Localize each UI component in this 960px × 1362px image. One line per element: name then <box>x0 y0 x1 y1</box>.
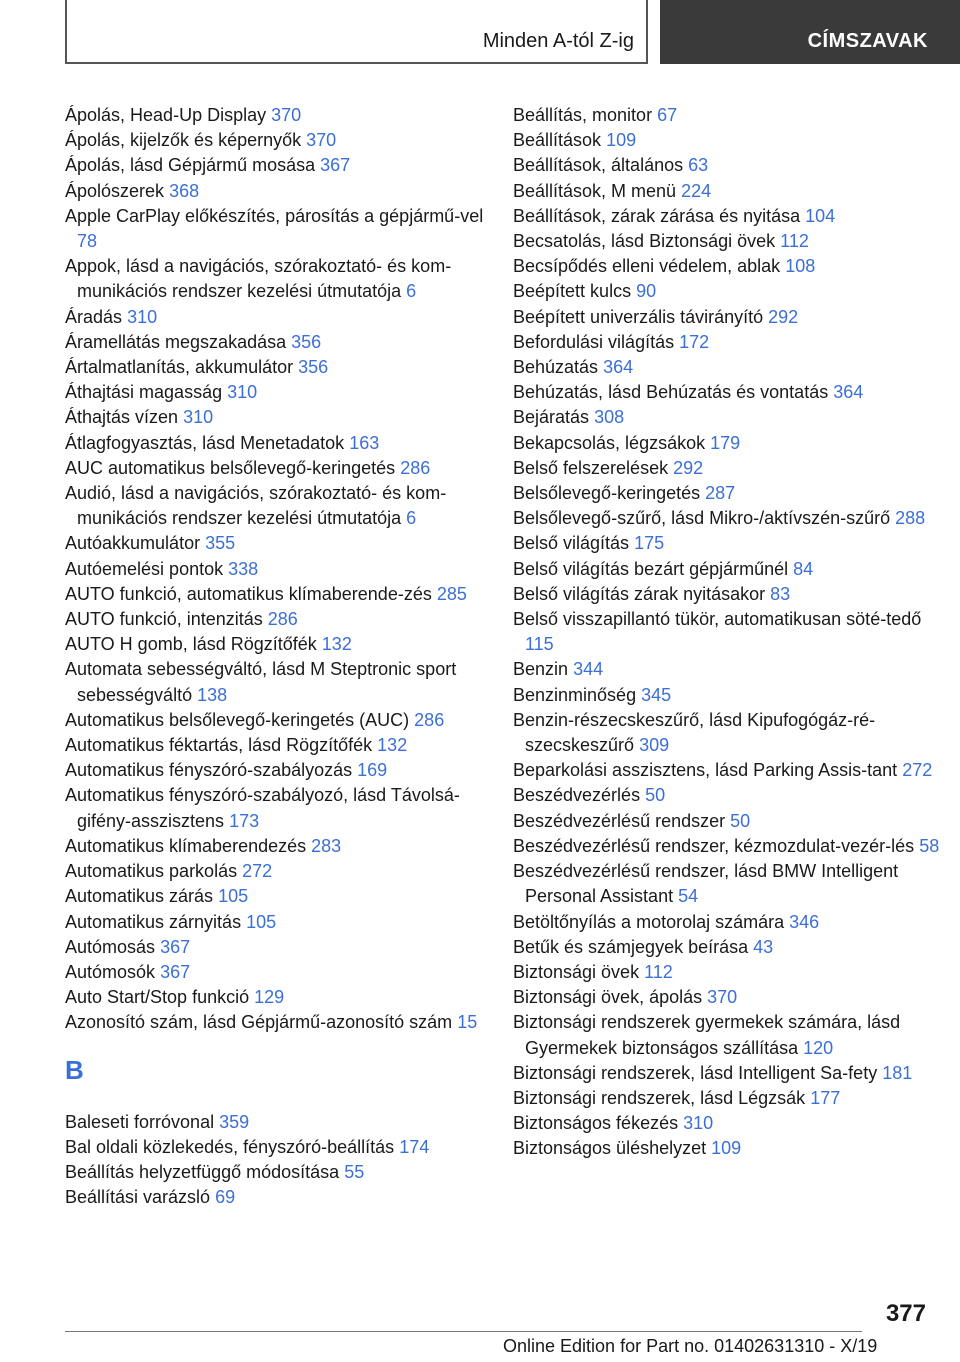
index-entry <box>65 204 505 254</box>
entry-page-link[interactable]: 112 <box>644 961 673 982</box>
entry-page-link[interactable]: 345 <box>641 684 672 705</box>
entry-page-link[interactable]: 174 <box>399 1136 430 1157</box>
entry-page-link[interactable]: 50 <box>730 810 751 831</box>
entry-text: AUTO funkció, automatikus klímaberende-zés <box>65 583 432 604</box>
index-entry <box>65 431 505 456</box>
entry-page-link[interactable]: 112 <box>780 231 809 252</box>
entry-text: Biztonsági rendszerek, lásd Intelligent Sa-fety <box>513 1062 878 1083</box>
footer-text: Online Edition for Part no. 01402631310 - X/19 <box>503 1336 878 1356</box>
entry-page-link[interactable]: 132 <box>321 634 352 655</box>
entry-text: Beállítás, monitor <box>513 105 653 125</box>
entry-text: Autómosás <box>65 936 156 957</box>
entry-text: Beépített univerzális távirányító <box>513 306 764 327</box>
entry-text: Bal oldali közlekedés, fényszóró-beállítás <box>65 1136 395 1157</box>
entry-text: Belső világítás bezárt gépjárműnél <box>513 558 789 579</box>
entry-page-link[interactable]: 364 <box>833 382 864 403</box>
entry-page-link[interactable]: 310 <box>183 407 214 428</box>
entry-text: Beszédvezérlésű rendszer, lásd BMW Intelligent Personal Assistant <box>513 861 899 907</box>
index-entry <box>513 179 953 204</box>
entry-page-link[interactable]: 43 <box>753 936 774 957</box>
entry-text: Automata sebességváltó, lásd M Steptronic sport sebességváltó <box>65 659 457 705</box>
entry-text: Automatikus fényszóró-szabályozás <box>65 760 353 781</box>
index-entry <box>65 380 505 405</box>
index-entry <box>513 758 953 783</box>
entry-page-link[interactable]: 309 <box>639 735 670 756</box>
header-title: Minden A-tól Z-ig <box>482 30 634 52</box>
entry-text: Beállítási varázsló <box>65 1187 211 1208</box>
entry-page-link[interactable]: 286 <box>414 709 445 730</box>
index-entry <box>65 179 505 204</box>
entry-text: AUC automatikus belsőlevegő-keringetés <box>65 457 396 478</box>
index-entry <box>513 683 953 708</box>
entry-page-link[interactable]: 173 <box>229 810 260 831</box>
index-entry <box>513 103 953 128</box>
index-entry <box>65 834 505 859</box>
index-entry <box>513 1061 953 1086</box>
index-entry <box>65 935 505 960</box>
index-entry <box>65 783 505 833</box>
entry-page-link[interactable]: 288 <box>895 508 926 529</box>
entry-text: Beállítások, általános <box>513 155 684 176</box>
entry-text: Beszédvezérlésű rendszer, kézmozdulat-vezér-lés <box>513 835 915 856</box>
entry-page-link[interactable]: 109 <box>606 130 637 151</box>
entry-text: AUTO funkció, intenzitás <box>65 609 263 630</box>
entry-text: Benzin-részecskeszűrő, lásd Kipufogógáz-ré-szecskeszűrő <box>513 709 876 756</box>
index-entry <box>513 1010 953 1060</box>
entry-page-link[interactable]: 370 <box>707 987 738 1008</box>
entry-page-link[interactable]: 370 <box>271 105 302 125</box>
entry-page-link[interactable]: 292 <box>768 306 799 327</box>
index-entry <box>513 859 953 909</box>
entry-page-link[interactable]: 272 <box>902 760 933 781</box>
entry-page-link[interactable]: 287 <box>705 483 736 504</box>
entry-page-link[interactable]: 54 <box>678 886 699 907</box>
entry-text: Betűk és számjegyek beírása <box>513 936 749 957</box>
entry-page-link[interactable]: 359 <box>219 1111 250 1132</box>
entry-page-link[interactable]: 67 <box>657 105 678 125</box>
entry-page-link[interactable]: 132 <box>377 735 408 756</box>
entry-page-link[interactable]: 224 <box>681 180 712 201</box>
index-entry <box>513 254 953 279</box>
entry-text: Betöltőnyílás a motorolaj számára <box>513 911 785 932</box>
entry-text: Áradás <box>65 306 123 327</box>
entry-page-link[interactable]: 310 <box>227 382 258 403</box>
index-entry <box>65 456 505 481</box>
entry-text: Biztonsági rendszerek, lásd Légzsák <box>513 1087 806 1108</box>
index-entry <box>513 1111 953 1136</box>
entry-text: Átlagfogyasztás, lásd Menetadatok <box>65 432 345 453</box>
entry-text: Biztonsági övek <box>513 961 640 982</box>
entry-page-link[interactable]: 6 <box>406 508 417 529</box>
page-number: 377 <box>885 1300 926 1327</box>
index-entry <box>513 607 953 657</box>
entry-page-link[interactable]: 310 <box>683 1113 714 1134</box>
index-entry <box>513 355 953 380</box>
index-entry <box>65 481 505 531</box>
entry-page-link[interactable]: 344 <box>573 659 604 680</box>
entry-page-link[interactable]: 308 <box>594 407 625 428</box>
section-gap <box>65 1098 505 1110</box>
entry-page-link[interactable]: 283 <box>311 835 342 856</box>
entry-text: Beszédvezérlés <box>513 785 641 806</box>
entry-text: Ápolás, Head-Up Display <box>65 105 267 125</box>
entry-page-link[interactable]: 163 <box>349 432 380 453</box>
index-entry <box>65 582 505 607</box>
index-entry <box>65 1185 505 1210</box>
index-entry <box>513 204 953 229</box>
entry-page-link[interactable]: 355 <box>205 533 236 554</box>
entry-text: Automatikus belsőlevegő-keringetés (AUC) <box>65 709 410 730</box>
index-entry <box>65 1160 505 1185</box>
entry-text: Belső világítás zárak nyitásakor <box>513 583 766 604</box>
entry-page-link[interactable]: 346 <box>789 911 820 932</box>
index-entry <box>65 531 505 556</box>
entry-text: AUTO H gomb, lásd Rögzítőfék <box>65 634 317 655</box>
entry-text: Automatikus parkolás <box>65 861 238 882</box>
footer-divider <box>65 1331 862 1332</box>
header-tab-label: CÍMSZAVAK <box>807 30 928 52</box>
header-box <box>65 0 648 64</box>
entry-text: Ártalmatlanítás, akkumulátor <box>65 357 294 378</box>
entry-text: Beállítások, M menü <box>513 180 677 201</box>
index-entry <box>513 1136 953 1161</box>
index-entry <box>513 330 953 355</box>
entry-text: Ápolás, kijelzők és képernyők <box>65 130 302 151</box>
entry-text: Áthajtás vízen <box>65 407 179 428</box>
entry-page-link[interactable]: 50 <box>645 785 666 806</box>
index-entry <box>65 607 505 632</box>
entry-text: Beszédvezérlésű rendszer <box>513 810 726 831</box>
entry-text: Apple CarPlay előkészítés, párosítás a gépjármű-vel <box>65 205 484 226</box>
entry-text: Belső felszerelések <box>513 457 669 478</box>
entry-page-link[interactable]: 108 <box>785 256 816 277</box>
entry-text: Automatikus klímaberendezés <box>65 835 307 856</box>
entry-text: Automatikus féktartás, lásd Rögzítőfék <box>65 735 373 756</box>
entry-text: Biztonságos fékezés <box>513 1113 679 1134</box>
entry-text: Baleseti forróvonal <box>65 1111 215 1132</box>
entry-text: Bejáratás <box>513 407 590 428</box>
entry-text: Behúzatás, lásd Behúzatás és vontatás <box>513 382 829 403</box>
entry-text: Beépített kulcs <box>513 281 632 302</box>
entry-page-link[interactable]: 367 <box>320 155 351 176</box>
index-entry <box>65 632 505 657</box>
entry-page-link[interactable]: 356 <box>298 357 329 378</box>
entry-text: Autómosók <box>65 961 156 982</box>
entry-text: Biztonsági övek, ápolás <box>513 987 703 1008</box>
entry-text: Automatikus zárás <box>65 886 214 907</box>
entry-page-link[interactable]: 78 <box>77 231 98 252</box>
entry-page-link[interactable]: 272 <box>242 861 273 882</box>
entry-text: Beparkolási asszisztens, lásd Parking Assis-tant <box>513 760 898 781</box>
index-column-left <box>65 103 505 1210</box>
index-entry <box>513 582 953 607</box>
entry-page-link[interactable]: 90 <box>636 281 657 302</box>
entry-page-link[interactable]: 292 <box>673 457 704 478</box>
entry-page-link[interactable]: 69 <box>215 1187 236 1208</box>
index-entry <box>65 153 505 178</box>
entry-page-link[interactable]: 172 <box>679 331 710 352</box>
index-entry <box>65 254 505 304</box>
index-entry <box>65 128 505 153</box>
index-entry <box>65 657 505 707</box>
section-letter: B <box>65 1054 84 1085</box>
entry-text: Biztonsági rendszerek gyermekek számára, lásd Gyermekek biztonságos szállítása <box>513 1012 901 1058</box>
entry-text: Behúzatás <box>513 357 599 378</box>
entry-page-link[interactable]: 285 <box>436 583 467 604</box>
index-entry <box>513 557 953 582</box>
entry-page-link[interactable]: 364 <box>603 357 634 378</box>
index-entry <box>513 960 953 985</box>
index-entry <box>513 380 953 405</box>
index-entry <box>513 456 953 481</box>
entry-page-link[interactable]: 138 <box>197 684 228 705</box>
entry-page-link[interactable]: 84 <box>793 558 814 579</box>
entry-page-link[interactable]: 310 <box>127 306 158 327</box>
entry-text: Befordulási világítás <box>513 331 675 352</box>
index-entry <box>513 910 953 935</box>
entry-page-link[interactable]: 367 <box>160 936 191 957</box>
entry-text: Belsőlevegő-szűrő, lásd Mikro-/aktívszén-szűrő <box>513 508 891 529</box>
index-entry <box>65 758 505 783</box>
entry-page-link[interactable]: 105 <box>246 911 277 932</box>
entry-text: Appok, lásd a navigációs, szórakoztató- és kom-munikációs rendszer kezelési útmutatója <box>65 256 452 302</box>
entry-page-link[interactable]: 368 <box>169 180 200 201</box>
entry-text: Belső visszapillantó tükör, automatikusan söté-tedő <box>513 609 922 630</box>
index-entry <box>65 405 505 430</box>
index-entry <box>513 708 953 758</box>
entry-page-link[interactable]: 55 <box>344 1161 365 1182</box>
index-entry <box>513 279 953 304</box>
entry-page-link[interactable]: 367 <box>160 961 191 982</box>
index-entry <box>65 985 505 1010</box>
index-entry <box>513 128 953 153</box>
entry-page-link[interactable]: 286 <box>267 609 298 630</box>
entry-text: Áramellátás megszakadása <box>65 331 287 352</box>
index-entry <box>513 153 953 178</box>
index-entry <box>513 935 953 960</box>
entry-text: Beállítások <box>513 130 602 151</box>
entry-text: Autóakkumulátor <box>65 533 201 554</box>
entry-text: Becsatolás, lásd Biztonsági övek <box>513 231 776 252</box>
entry-text: Automatikus zárnyitás <box>65 911 242 932</box>
index-entry <box>513 431 953 456</box>
index-column-right <box>513 103 953 1162</box>
index-entry <box>65 859 505 884</box>
entry-text: Ápolószerek <box>65 180 165 201</box>
index-entry <box>65 910 505 935</box>
entry-page-link[interactable]: 177 <box>810 1087 841 1108</box>
entry-page-link[interactable]: 181 <box>882 1062 913 1083</box>
entry-text: Áthajtási magasság <box>65 382 223 403</box>
index-entry <box>65 708 505 733</box>
index-entry <box>65 960 505 985</box>
index-entry <box>513 657 953 682</box>
index-entry <box>513 1086 953 1111</box>
entry-text: Becsípődés elleni védelem, ablak <box>513 256 781 277</box>
index-entry <box>513 531 953 556</box>
index-entry <box>65 305 505 330</box>
index-entry <box>513 305 953 330</box>
index-entry <box>65 557 505 582</box>
entry-text: Auto Start/Stop funkció <box>65 987 250 1008</box>
entry-page-link[interactable]: 105 <box>218 886 249 907</box>
index-entry <box>65 1135 505 1160</box>
entry-page-link[interactable]: 356 <box>291 331 322 352</box>
index-entry <box>65 1010 505 1035</box>
entry-page-link[interactable]: 115 <box>525 634 554 655</box>
entry-text: Automatikus fényszóró-szabályozó, lásd Távolsá-gifény-asszisztens <box>65 785 460 831</box>
index-entry <box>65 733 505 758</box>
index-entry <box>513 229 953 254</box>
entry-page-link[interactable]: 370 <box>306 130 337 151</box>
index-entry <box>513 985 953 1010</box>
entry-page-link[interactable]: 83 <box>770 583 791 604</box>
entry-text: Ápolás, lásd Gépjármű mosása <box>65 155 316 176</box>
index-entry <box>513 834 953 859</box>
entry-page-link[interactable]: 129 <box>254 987 285 1008</box>
entry-text: Audió, lásd a navigációs, szórakoztató- és kom-munikációs rendszer kezelési útmutatója <box>65 483 447 529</box>
entry-text: Belső világítás <box>513 533 630 554</box>
entry-text: Beállítások, zárak zárása és nyitása <box>513 205 801 226</box>
index-entry <box>513 506 953 531</box>
entry-page-link[interactable]: 338 <box>228 558 259 579</box>
entry-page-link[interactable]: 104 <box>805 205 836 226</box>
entry-page-link[interactable]: 58 <box>919 835 940 856</box>
entry-page-link[interactable]: 286 <box>400 457 431 478</box>
entry-text: Beállítás helyzetfüggő módosítása <box>65 1161 340 1182</box>
entry-page-link[interactable]: 6 <box>406 281 417 302</box>
entry-text: Autóemelési pontok <box>65 558 224 579</box>
entry-page-link[interactable]: 169 <box>357 760 388 781</box>
index-entry <box>513 405 953 430</box>
entry-page-link[interactable]: 109 <box>711 1138 742 1159</box>
entry-text: Bekapcsolás, légzsákok <box>513 432 706 453</box>
entry-text: Azonosító szám, lásd Gépjármű-azonosító szám <box>65 1012 453 1033</box>
entry-page-link[interactable]: 175 <box>634 533 665 554</box>
entry-page-link[interactable]: 179 <box>710 432 741 453</box>
entry-text: Benzin <box>513 659 569 680</box>
entry-text: Benzinminőség <box>513 684 637 705</box>
index-entry <box>513 783 953 808</box>
entry-text: Biztonságos üléshelyzet <box>513 1138 707 1159</box>
entry-page-link[interactable]: 15 <box>457 1012 478 1033</box>
index-entry <box>65 330 505 355</box>
index-entry <box>65 103 505 128</box>
index-entry <box>65 355 505 380</box>
index-entry <box>65 884 505 909</box>
index-entry <box>65 1110 505 1135</box>
index-entry <box>513 809 953 834</box>
index-entry <box>513 481 953 506</box>
entry-page-link[interactable]: 120 <box>803 1037 834 1058</box>
header-tab[interactable] <box>660 0 960 64</box>
entry-text: Belsőlevegő-keringetés <box>513 483 701 504</box>
entry-page-link[interactable]: 63 <box>688 155 709 176</box>
